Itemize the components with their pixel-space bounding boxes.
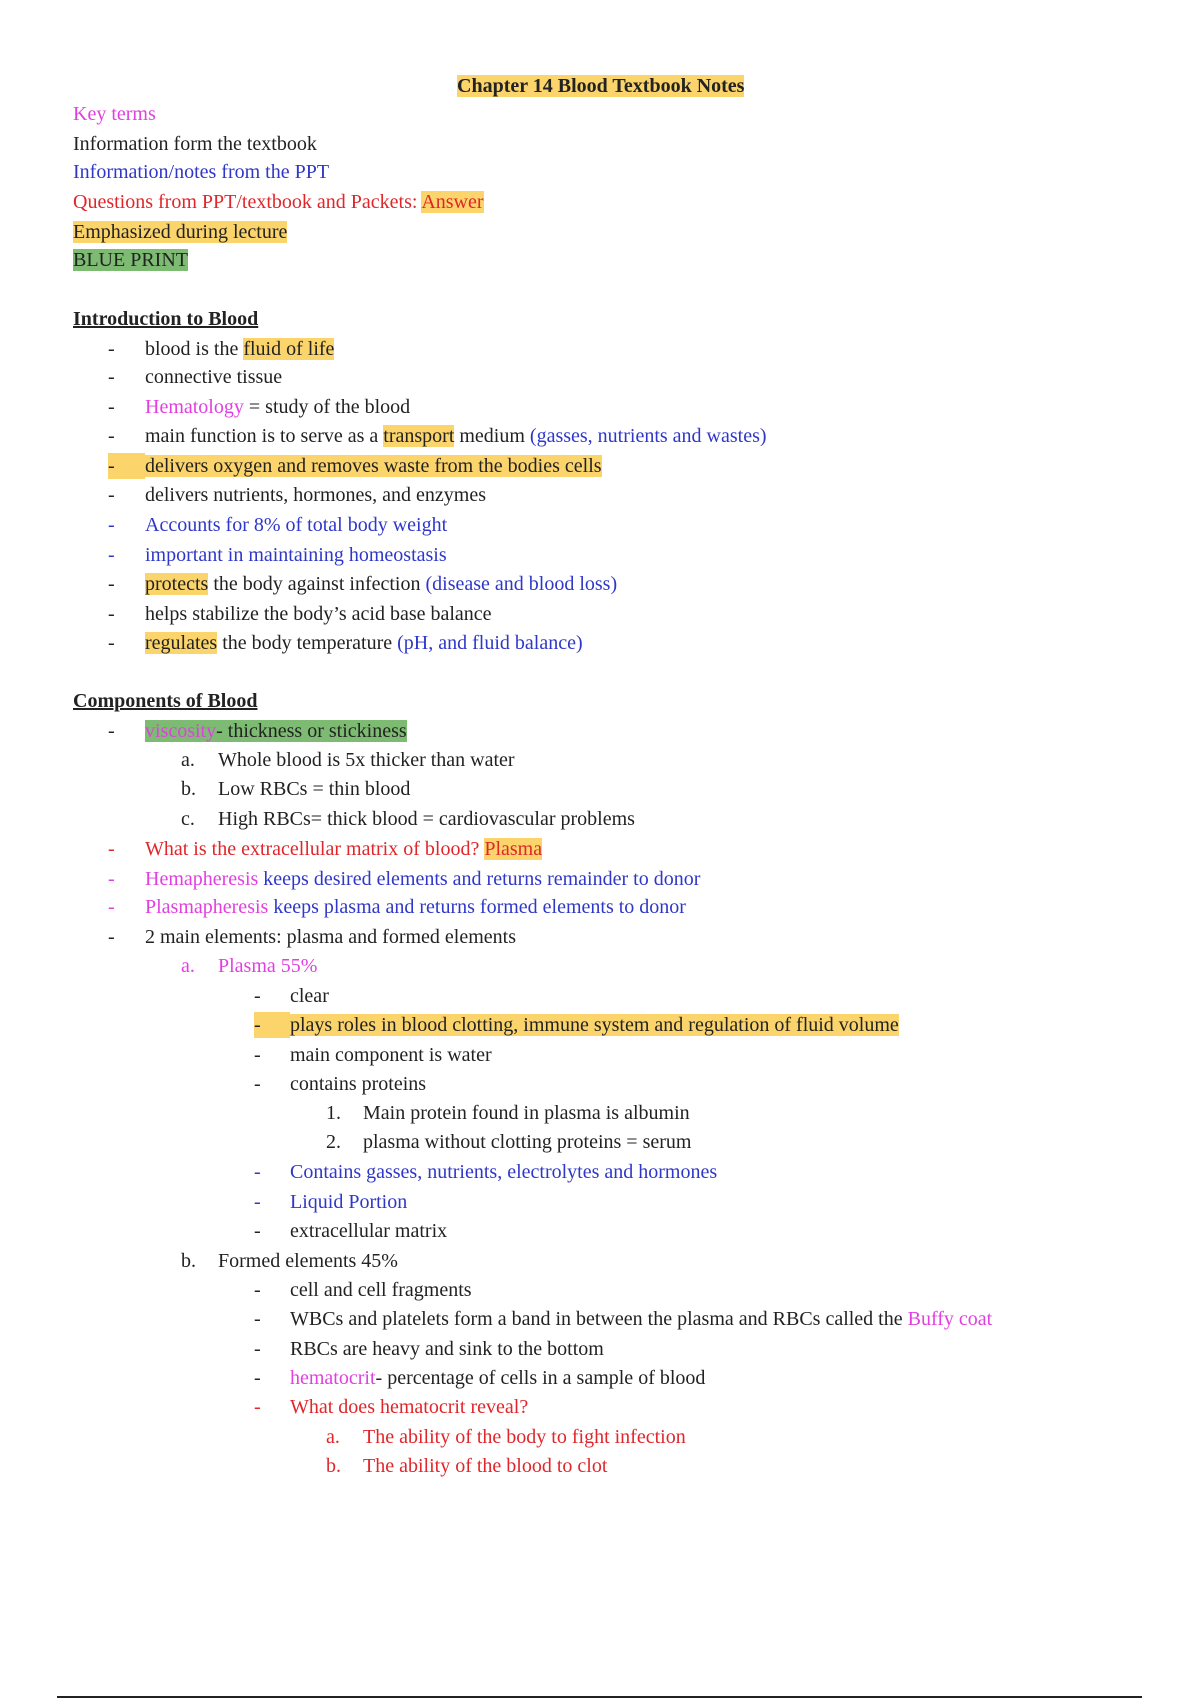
hematocrit-answer-b: The ability of the blood to clot	[363, 1455, 608, 1477]
legend-key-terms: Key terms	[73, 103, 156, 125]
plasma-label: Plasma 55%	[218, 955, 318, 977]
formed-bullet-1: cell and cell fragments	[290, 1279, 472, 1301]
formed-bullet-4: hematocrit- percentage of cells in a sample of blood	[290, 1367, 706, 1389]
list-marker: a.	[181, 955, 195, 977]
bullet-dash: -	[108, 838, 115, 860]
bullet-dash: -	[108, 366, 115, 388]
answer-plasma: Plasma	[484, 838, 543, 860]
section-heading-components: Components of Blood	[73, 690, 258, 712]
plasma-bullet-4: contains proteins	[290, 1073, 427, 1095]
list-marker: 1.	[326, 1102, 341, 1124]
formed-label: Formed elements 45%	[218, 1250, 398, 1272]
bottom-divider	[57, 1696, 1142, 1698]
plasma-bullet-5: Contains gasses, nutrients, electrolytes and hormones	[290, 1161, 718, 1183]
legend-blueprint: BLUE PRINT	[73, 249, 188, 271]
bullet-dash: -	[254, 1338, 261, 1360]
hematocrit-answer-a: The ability of the body to fight infection	[363, 1426, 686, 1448]
plasma-bullet-3: main component is water	[290, 1044, 492, 1066]
list-marker: c.	[181, 808, 195, 830]
protein-sub-1: Main protein found in plasma is albumin	[363, 1102, 690, 1124]
legend-textbook: Information form the textbook	[73, 133, 317, 155]
bullet-dash: -	[254, 1396, 261, 1418]
plasma-bullet-7: extracellular matrix	[290, 1220, 448, 1242]
bullet-dash: -	[108, 425, 115, 447]
bullet-dash: -	[108, 603, 115, 625]
bullet-dash: -	[108, 720, 115, 742]
comp-plasmapheresis: Plasmapheresis keeps plasma and returns formed elements to donor	[145, 896, 686, 918]
list-marker: 2.	[326, 1131, 341, 1153]
list-marker: b.	[326, 1455, 341, 1477]
section-heading-intro: Introduction to Blood	[73, 308, 259, 330]
formed-bullet-3: RBCs are heavy and sink to the bottom	[290, 1338, 604, 1360]
comp-hemapheresis: Hemapheresis keeps desired elements and returns remainder to donor	[145, 868, 701, 890]
plasma-bullet-2: - plays roles in blood clotting, immune system and regulation of fluid volume	[254, 1014, 899, 1036]
list-marker: a.	[181, 749, 195, 771]
bullet-dash: -	[108, 632, 115, 654]
intro-bullet-5: - delivers oxygen and removes waste from the bodies cells	[108, 455, 602, 477]
formed-question-hematocrit: What does hematocrit reveal?	[290, 1396, 529, 1418]
intro-bullet-6: delivers nutrients, hormones, and enzymes	[145, 484, 487, 506]
bullet-dash: -	[108, 544, 115, 566]
visc-sub-b: Low RBCs = thin blood	[218, 778, 411, 800]
bullet-dash: -	[108, 514, 115, 536]
visc-sub-a: Whole blood is 5x thicker than water	[218, 749, 515, 771]
bullet-dash: -	[254, 1279, 261, 1301]
bullet-dash: -	[254, 1191, 261, 1213]
intro-bullet-9: protects the body against infection (disease and blood loss)	[145, 573, 618, 595]
intro-bullet-10: helps stabilize the body’s acid base balance	[145, 603, 492, 625]
bullet-dash: -	[108, 868, 115, 890]
bullet-dash: -	[254, 1044, 261, 1066]
list-marker: b.	[181, 778, 196, 800]
bullet-dash: -	[108, 896, 115, 918]
legend-questions: Questions from PPT/textbook and Packets: Answer	[73, 191, 484, 213]
intro-bullet-8: important in maintaining homeostasis	[145, 544, 447, 566]
bullet-dash: -	[254, 1367, 261, 1389]
formed-bullet-2: WBCs and platelets form a band in between the plasma and RBCs called the Buffy coat	[290, 1308, 993, 1330]
bullet-dash: -	[108, 926, 115, 948]
bullet-dash: -	[108, 396, 115, 418]
protein-sub-2: plasma without clotting proteins = serum	[363, 1131, 692, 1153]
list-marker: b.	[181, 1250, 196, 1272]
intro-bullet-2: connective tissue	[145, 366, 283, 388]
list-marker: a.	[326, 1426, 340, 1448]
bullet-dash: -	[108, 573, 115, 595]
bullet-dash: -	[108, 484, 115, 506]
legend-answer: Answer	[421, 191, 484, 213]
bullet-dash: -	[254, 1220, 261, 1242]
bullet-dash: -	[254, 1073, 261, 1095]
comp-two-main: 2 main elements: plasma and formed elements	[145, 926, 516, 948]
intro-bullet-3: Hematology = study of the blood	[145, 396, 411, 418]
comp-viscosity: viscosity- thickness or stickiness	[145, 720, 407, 742]
plasma-bullet-1: clear	[290, 985, 329, 1007]
bullet-dash: -	[254, 1161, 261, 1183]
legend-emphasized: Emphasized during lecture	[73, 221, 288, 243]
comp-question-matrix: What is the extracellular matrix of blood? Plasma	[145, 838, 543, 860]
page-title: Chapter 14 Blood Textbook Notes	[457, 75, 745, 97]
bullet-dash: -	[108, 338, 115, 360]
intro-bullet-11: regulates the body temperature (pH, and fluid balance)	[145, 632, 583, 654]
bullet-dash: -	[254, 985, 261, 1007]
bullet-dash: -	[254, 1308, 261, 1330]
legend-ppt: Information/notes from the PPT	[73, 161, 330, 183]
visc-sub-c: High RBCs= thick blood = cardiovascular problems	[218, 808, 635, 830]
intro-bullet-1: blood is the fluid of life	[145, 338, 335, 360]
intro-bullet-4: main function is to serve as a transport medium (gasses, nutrients and wastes)	[145, 425, 767, 447]
intro-bullet-7: Accounts for 8% of total body weight	[145, 514, 448, 536]
plasma-bullet-6: Liquid Portion	[290, 1191, 408, 1213]
